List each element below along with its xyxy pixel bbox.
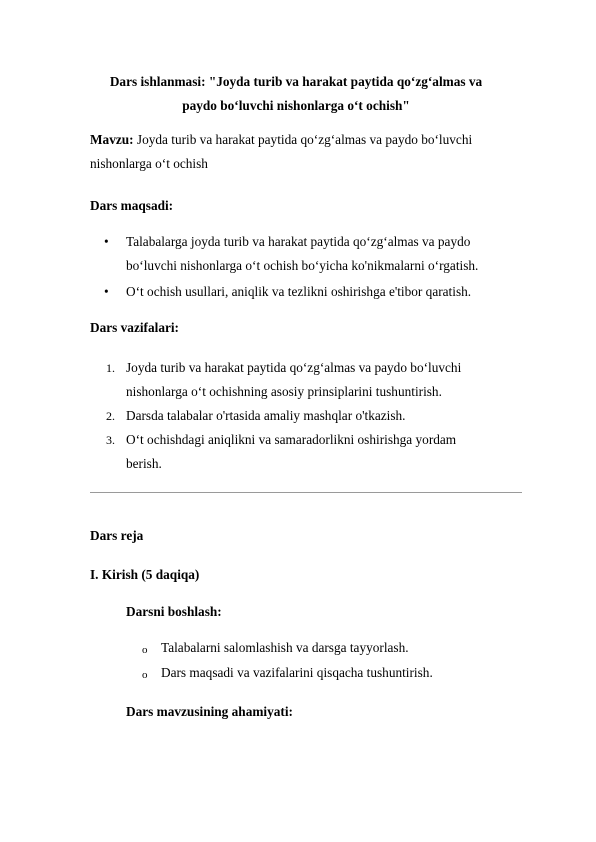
plan-list-item: Dars maqsadi va vazifalarini qisqacha tushuntirish.: [161, 665, 433, 680]
section-heading: I. Kirish (5 daqiqa): [90, 567, 200, 582]
goal-item: [126, 280, 471, 304]
topic-paragraph: [90, 128, 510, 176]
horizontal-divider: [90, 492, 522, 493]
task-item-line-2: nishonlarga o‘t ochishning asosiy prinsiplarini tushuntirish.: [126, 384, 442, 399]
bullet-icon: •: [104, 234, 109, 249]
topic-text-line-1: Joyda turib va harakat paytida qo‘zg‘almas va paydo bo‘luvchi: [133, 132, 473, 147]
title-line-2: paydo bo‘luvchi nishonlarga o‘t ochish": [182, 98, 410, 113]
topic-text-line-2: nishonlarga o‘t ochish: [90, 156, 208, 171]
task-number: 3.: [106, 433, 115, 447]
goals-heading: Dars maqsadi:: [90, 198, 174, 213]
subsection-heading: Darsni boshlash:: [126, 604, 222, 619]
task-item: [126, 356, 461, 404]
circle-bullet-icon: o: [142, 669, 148, 681]
task-item-line-2: berish.: [126, 456, 162, 471]
goal-item-line-1: O‘t ochish usullari, aniqlik va tezlikni oshirishga e'tibor qaratish.: [126, 284, 472, 299]
document-title: [90, 70, 502, 118]
task-item-line-1: Joyda turib va harakat paytida qo‘zg‘almas va paydo bo‘luvchi: [126, 360, 462, 375]
title-line-1: Dars ishlanmasi: "Joyda turib va harakat paytida qo‘zg‘almas va: [109, 74, 483, 89]
task-item-line-1: Darsda talabalar o'rtasida amaliy mashqlar o'tkazish.: [126, 408, 406, 423]
plan-list-item: Talabalarni salomlashish va darsga tayyorlash.: [161, 640, 409, 655]
task-item-line-1: O‘t ochishdagi aniqlikni va samaradorlikni oshirishga yordam: [126, 432, 457, 447]
subsection-heading: Dars mavzusining ahamiyati:: [126, 704, 293, 719]
tasks-heading: Dars vazifalari:: [90, 320, 179, 335]
task-item: [126, 428, 456, 476]
goal-item: [126, 230, 478, 278]
bullet-icon: •: [104, 284, 109, 299]
goal-item-line-2: bo‘luvchi nishonlarga o‘t ochish bo‘yicha ko'nikmalarni o‘rgatish.: [126, 258, 479, 273]
circle-bullet-icon: o: [142, 644, 148, 656]
topic-label: Mavzu:: [90, 132, 134, 147]
task-number: 1.: [106, 361, 115, 375]
plan-heading: Dars reja: [90, 528, 144, 543]
task-item: [126, 404, 406, 428]
goal-item-line-1: Talabalarga joyda turib va harakat paytida qo‘zg‘almas va paydo: [126, 234, 471, 249]
task-number: 2.: [106, 409, 115, 423]
